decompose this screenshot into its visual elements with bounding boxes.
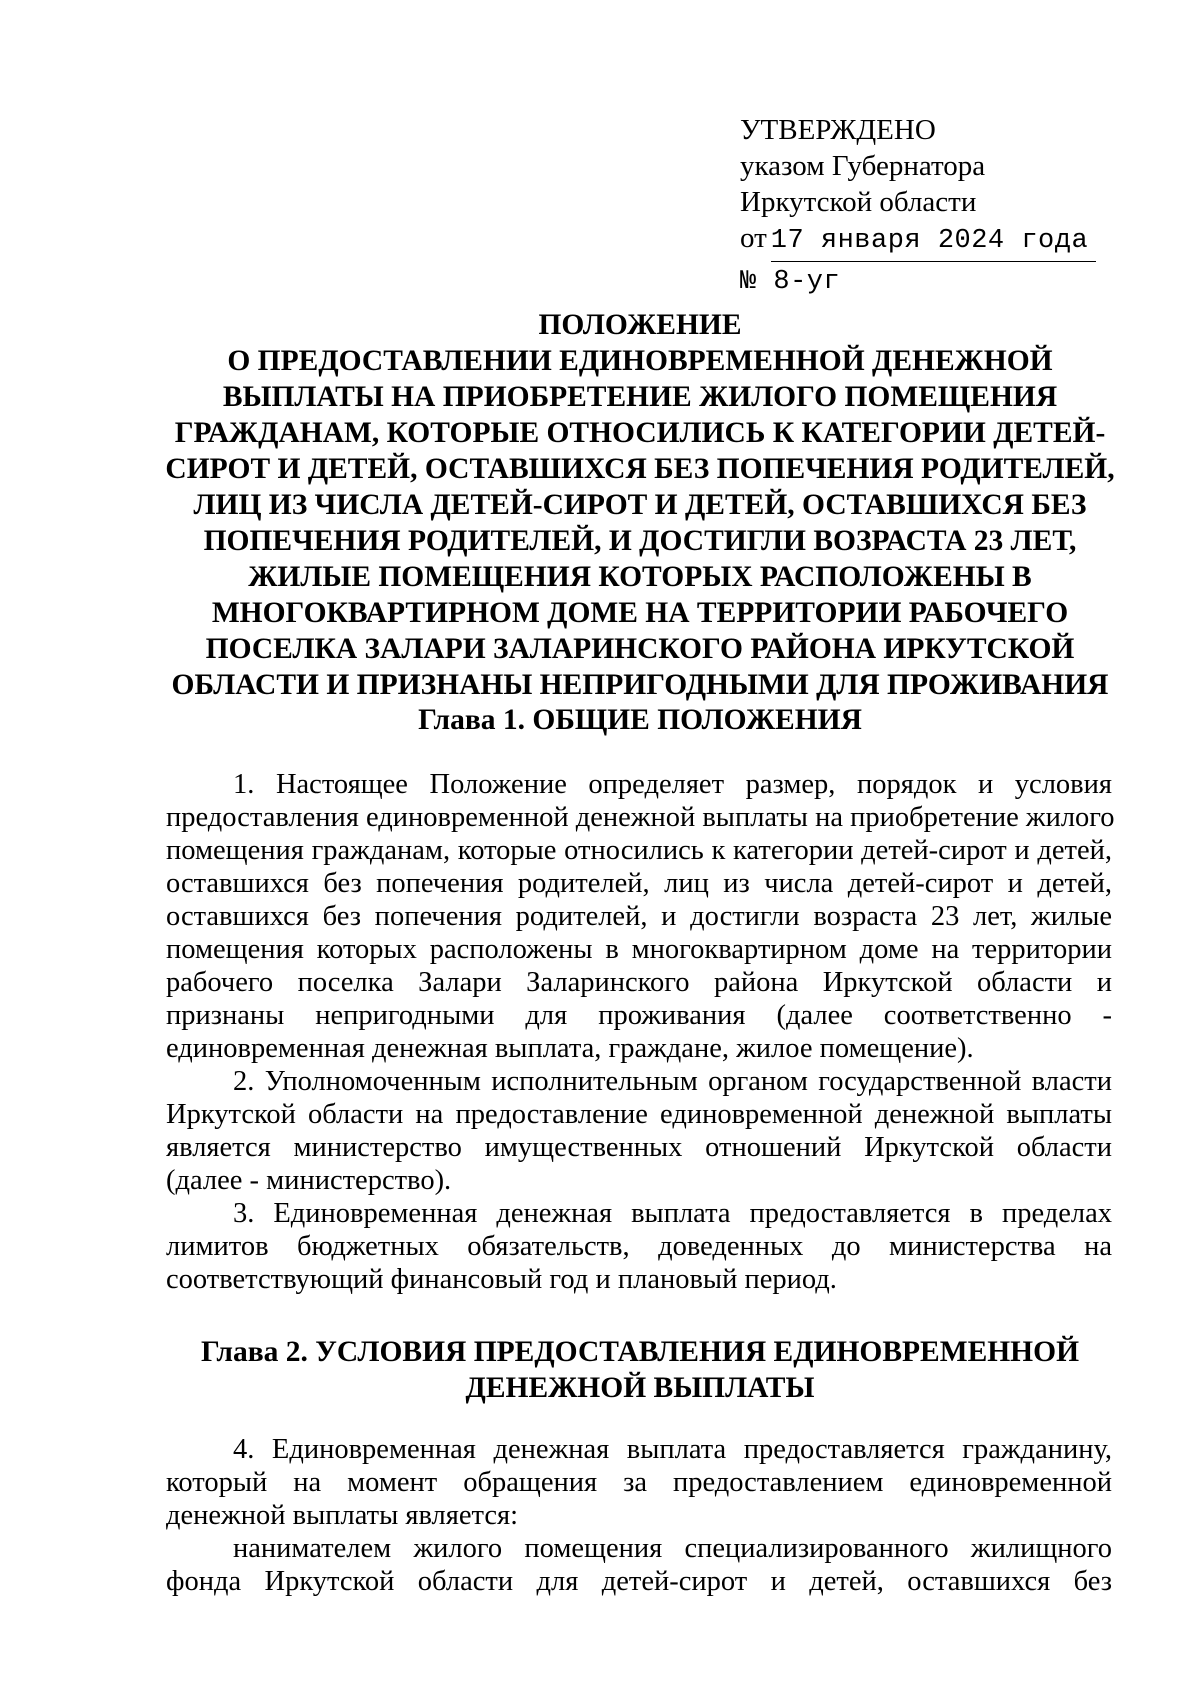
title-line: СИРОТ И ДЕТЕЙ, ОСТАВШИХСЯ БЕЗ ПОПЕЧЕНИЯ РОДИТЕЛЕЙ,: [165, 453, 1115, 485]
title-line: ПОПЕЧЕНИЯ РОДИТЕЛЕЙ, И ДОСТИГЛИ ВОЗРАСТА 23 ЛЕТ,: [203, 525, 1077, 557]
approval-stamp: [740, 112, 1089, 300]
paragraph-line: оставшихся без попечения родителей, и достигли возраста 23 лет, жилые: [166, 901, 1112, 932]
paragraph-line: 2. Уполномоченным исполнительным органом государственной власти: [233, 1066, 1112, 1097]
paragraph-line: 1. Настоящее Положение определяет размер, порядок и условия: [233, 769, 1112, 800]
approval-region: Иркутской области: [740, 186, 977, 218]
title-line: ПОЛОЖЕНИЕ: [538, 309, 742, 341]
paragraph-5: [166, 1532, 1112, 1598]
approval-date: 17 января 2024 года: [771, 223, 1096, 262]
paragraph-line: который на момент обращения за предоставлением единовременной: [166, 1467, 1112, 1498]
document-title: [160, 307, 1120, 703]
paragraph-line: помещения которых расположены в многоквартирном доме на территории: [166, 934, 1112, 965]
chapter-1-body: [166, 768, 1115, 1296]
paragraph-1: [166, 768, 1115, 1065]
approval-date-row: [740, 220, 1089, 262]
paragraph-3: [166, 1197, 1112, 1296]
paragraph-line: единовременная денежная выплата, граждане, жилое помещение).: [166, 1033, 974, 1064]
chapter-2-body: [166, 1433, 1112, 1598]
paragraph-line: 3. Единовременная денежная выплата предоставляется в пределах: [233, 1198, 1112, 1229]
title-line: МНОГОКВАРТИРНОМ ДОМЕ НА ТЕРРИТОРИИ РАБОЧЕГО: [211, 597, 1069, 629]
paragraph-line: денежной выплаты является:: [166, 1500, 518, 1531]
chapter-heading-line: Глава 2. УСЛОВИЯ ПРЕДОСТАВЛЕНИЯ ЕДИНОВРЕМЕННОЙ: [200, 1336, 1080, 1368]
paragraph-line: является министерство имущественных отношений Иркутской области: [166, 1132, 1112, 1163]
paragraph-line: лимитов бюджетных обязательств, доведенных до министерства на: [166, 1231, 1112, 1262]
title-line: ВЫПЛАТЫ НА ПРИОБРЕТЕНИЕ ЖИЛОГО ПОМЕЩЕНИЯ: [222, 381, 1058, 413]
paragraph-line: соответствующий финансовый год и плановый период.: [166, 1264, 837, 1295]
paragraph-line: предоставления единовременной денежной выплаты на приобретение жилого: [166, 802, 1115, 833]
paragraph-line: признаны непригодными для проживания (далее соответственно -: [166, 1000, 1112, 1031]
chapter-heading-line: Глава 1. ОБЩИЕ ПОЛОЖЕНИЯ: [418, 704, 862, 736]
approval-date-prefix: от: [740, 222, 767, 254]
title-line: ОБЛАСТИ И ПРИЗНАНЫ НЕПРИГОДНЫМИ ДЛЯ ПРОЖИВАНИЯ: [171, 669, 1109, 701]
title-line: ПОСЕЛКА ЗАЛАРИ ЗАЛАРИНСКОГО РАЙОНА ИРКУТСКОЙ: [205, 633, 1075, 665]
paragraph-2: [166, 1065, 1112, 1197]
paragraph-line: оставшихся без попечения родителей, лиц из числа детей-сирот и детей,: [166, 868, 1112, 899]
paragraph-line: (далее - министерство).: [166, 1165, 452, 1196]
chapter-2-heading: [160, 1334, 1120, 1406]
paragraph-line: рабочего поселка Залари Заларинского района Иркутской области и: [166, 967, 1112, 998]
paragraph-line: Иркутской области на предоставление единовременной денежной выплаты: [166, 1099, 1112, 1130]
approval-approved: УТВЕРЖДЕНО: [740, 114, 936, 146]
paragraph-line: нанимателем жилого помещения специализированного жилищного: [233, 1533, 1112, 1564]
title-line: ЛИЦ ИЗ ЧИСЛА ДЕТЕЙ-СИРОТ И ДЕТЕЙ, ОСТАВШИХСЯ БЕЗ: [193, 489, 1087, 521]
paragraph-line: фонда Иркутской области для детей-сирот и детей, оставшихся без: [166, 1566, 1112, 1597]
paragraph-line: помещения гражданам, которые относились к категории детей-сирот и детей,: [166, 835, 1112, 866]
title-line: О ПРЕДОСТАВЛЕНИИ ЕДИНОВРЕМЕННОЙ ДЕНЕЖНОЙ: [227, 345, 1053, 377]
approval-decree: указом Губернатора: [740, 150, 986, 182]
chapter-heading-line: ДЕНЕЖНОЙ ВЫПЛАТЫ: [465, 1372, 815, 1404]
title-line: ГРАЖДАНАМ, КОТОРЫЕ ОТНОСИЛИСЬ К КАТЕГОРИИ ДЕТЕЙ-: [174, 417, 1106, 449]
paragraph-line: 4. Единовременная денежная выплата предоставляется гражданину,: [233, 1434, 1112, 1465]
chapter-1-heading: [160, 702, 1120, 738]
title-line: ЖИЛЫЕ ПОМЕЩЕНИЯ КОТОРЫХ РАСПОЛОЖЕНЫ В: [248, 561, 1032, 593]
paragraph-4: [166, 1433, 1112, 1532]
approval-number: № 8-уг: [740, 267, 841, 297]
